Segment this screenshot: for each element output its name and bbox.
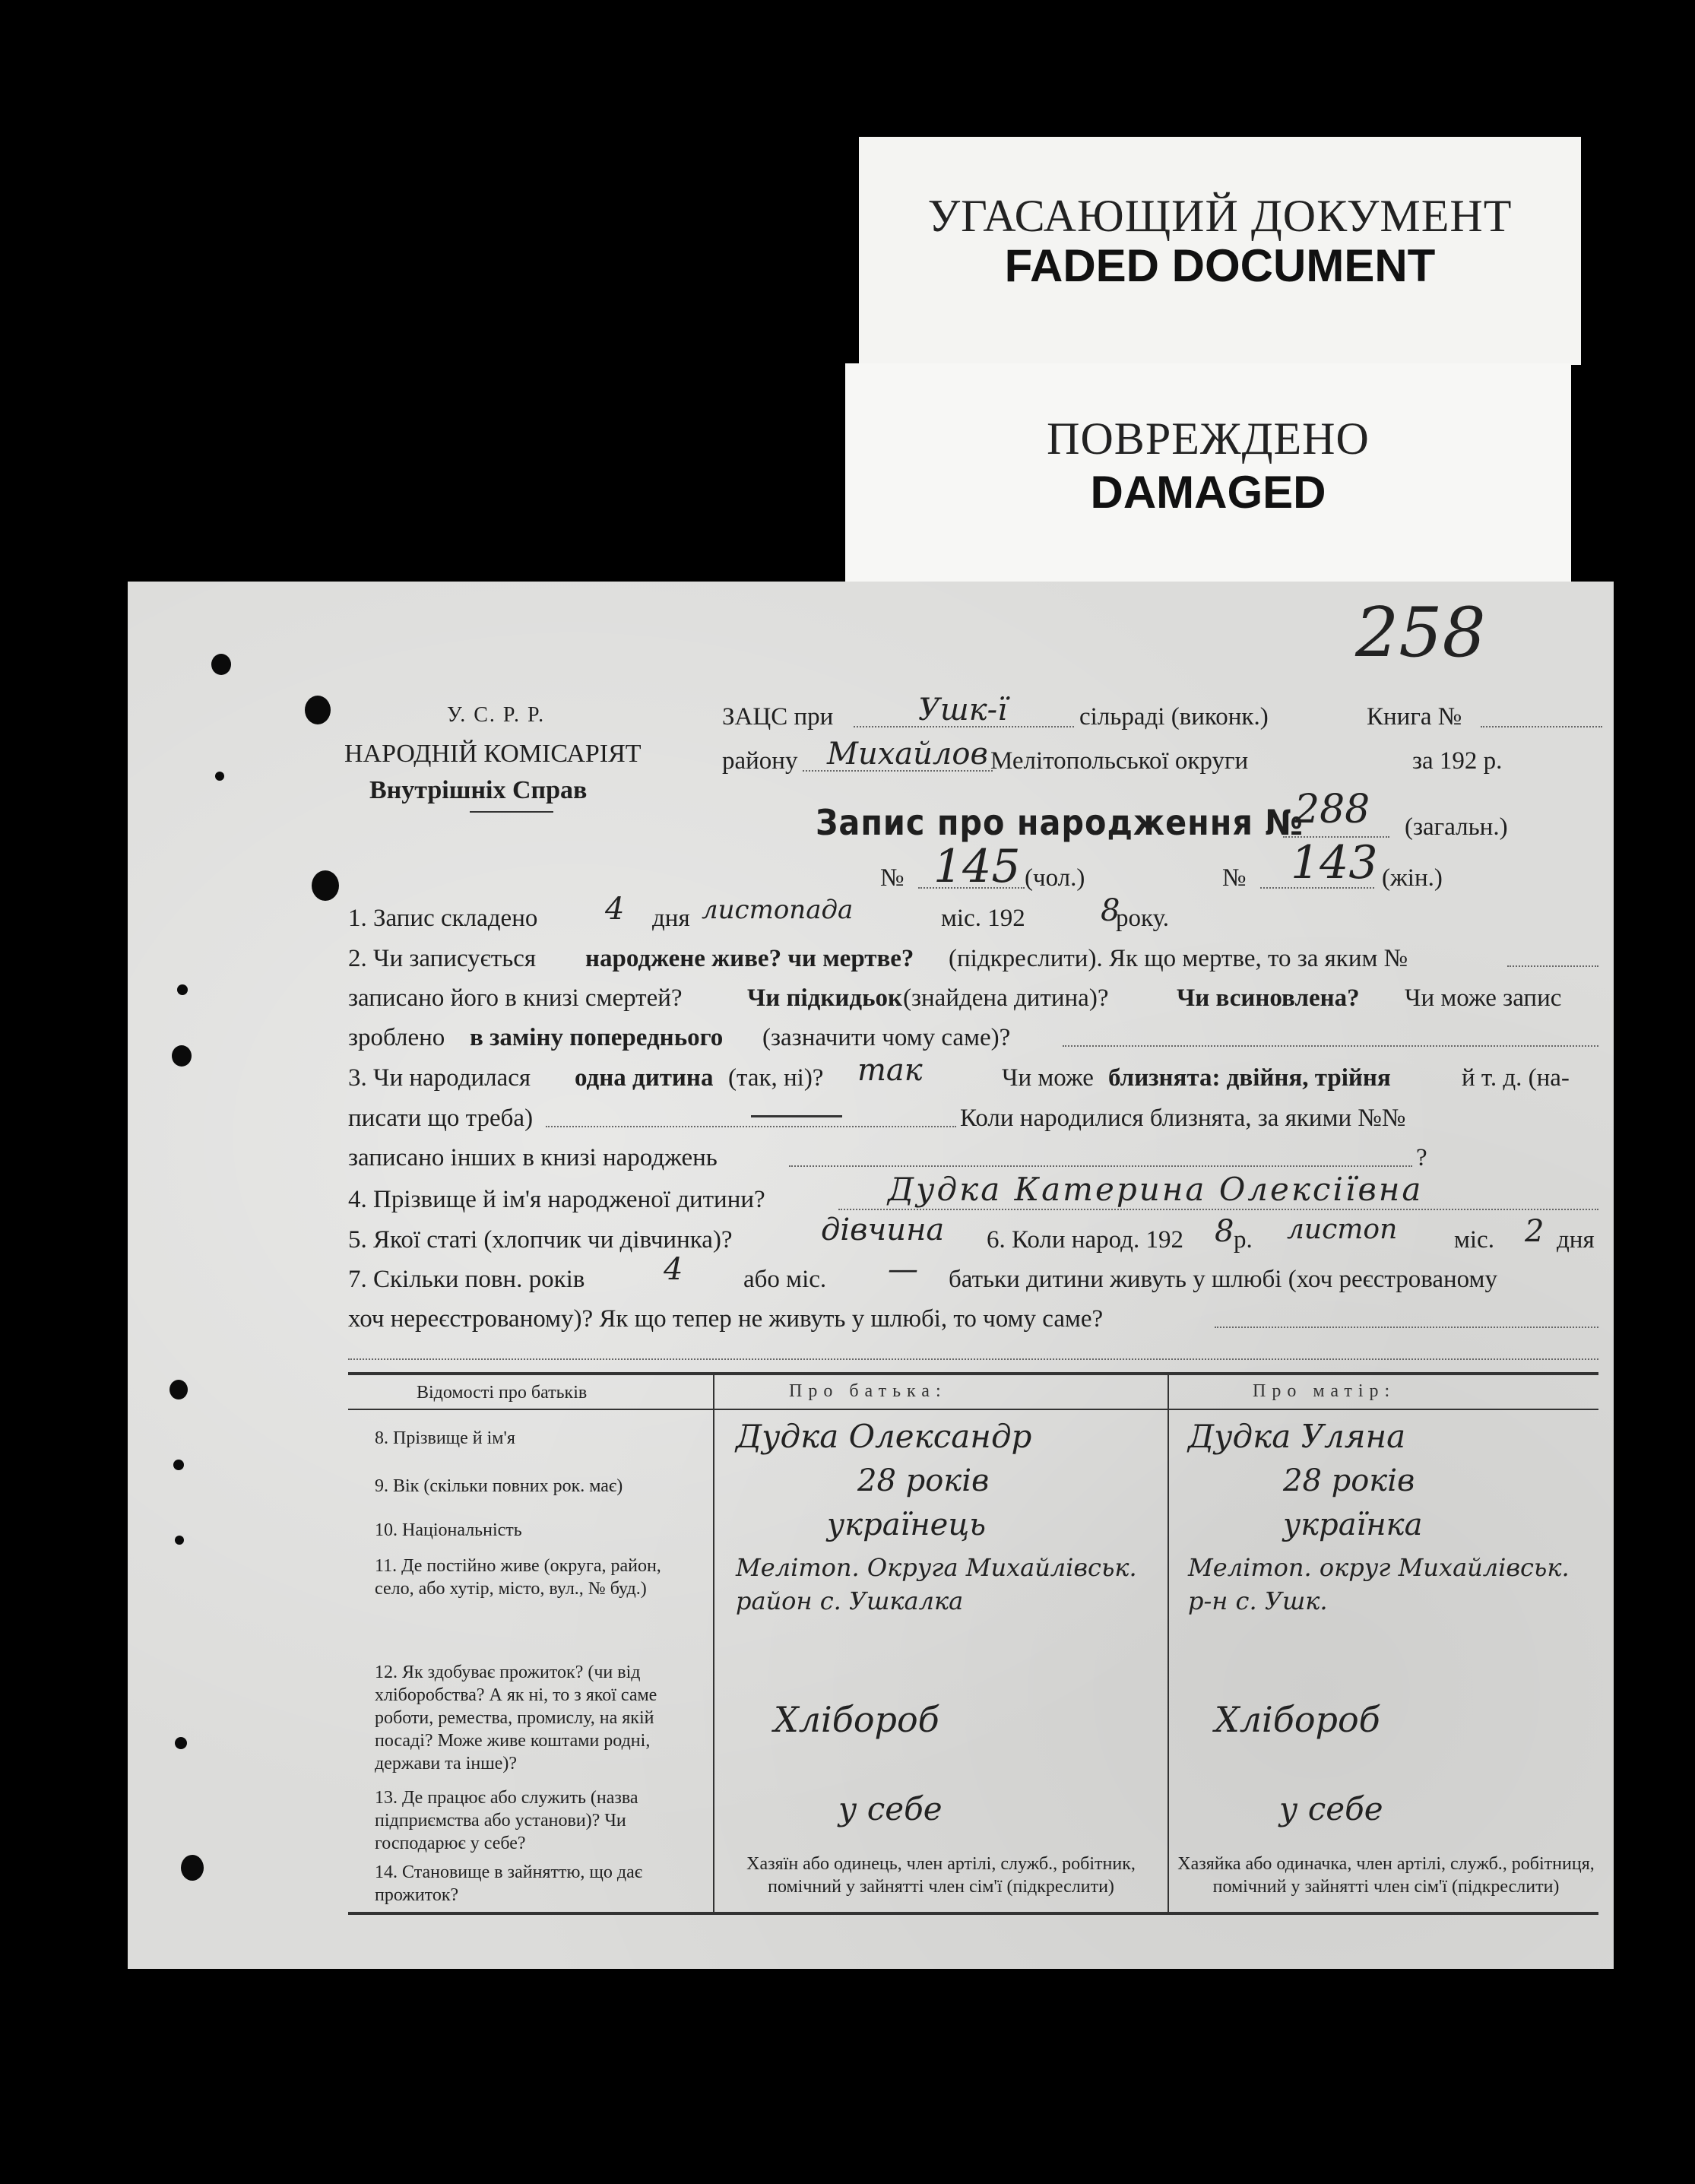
table-row-label: 14. Становище в зайняттю, що дає прожиток? [375, 1862, 643, 1905]
issuer-commissariat: НАРОДНІЙ КОМІСАРІЯТ [344, 740, 642, 768]
mother-nationality-handwritten: українка [1283, 1507, 1423, 1542]
q3-twins-line [546, 1126, 956, 1127]
mother-residence-handwritten: Мелітоп. округ Михайлівськ. р-н с. Ушк. [1188, 1553, 1570, 1615]
table-row-label: 10. Національність [375, 1520, 522, 1540]
record-title: Запис про народження № [816, 802, 1304, 843]
year-label: за 192 р. [1412, 747, 1503, 775]
table-row-label: 12. Як здобуває прожиток? (чи від хліборобства? А як ні, то з якої саме роботи, ремества, промислу, на якій посаді? Може живе коштами родні, держави та інше)? [375, 1663, 657, 1774]
q4-line [838, 1209, 1598, 1210]
punch-hole [173, 1460, 184, 1470]
q2-line2c: (знайдена дитина)? [903, 984, 1109, 1012]
punch-hole [312, 870, 339, 901]
male-number-handwritten: 145 [933, 840, 1021, 893]
q6-year-suffix: р. [1234, 1226, 1253, 1254]
q2-line3b: в заміну попереднього [470, 1024, 724, 1051]
punch-hole [305, 696, 331, 724]
punch-hole [177, 984, 188, 995]
q5-label: 5. Якої статі (хлопчик чи дівчинка)? [348, 1226, 733, 1254]
table-divider-2 [1167, 1372, 1169, 1912]
female-no-label: № [1222, 864, 1247, 892]
father-name-handwritten: Дудка Олександр [736, 1418, 1032, 1455]
q6-day-handwritten: 2 [1525, 1214, 1545, 1249]
q2-reason-line [1063, 1045, 1598, 1047]
table-divider-1 [713, 1372, 714, 1912]
q1-day-label: дня [652, 905, 690, 932]
issuer-republic: У. С. Р. Р. [447, 703, 546, 727]
q1-label: 1. Запис складено [348, 905, 538, 932]
general-label: (загальн.) [1405, 813, 1508, 841]
faded-document-label [859, 137, 1581, 365]
table-row-label: 9. Вік (скільки повних рок. має) [375, 1476, 623, 1496]
q3-other-records-line [789, 1165, 1412, 1167]
faded-label-en: FADED DOCUMENT [1004, 240, 1436, 291]
q3-line1d: Чи може [1002, 1064, 1094, 1092]
q7-months-label: або міс. [743, 1266, 827, 1293]
table-header-rule [348, 1409, 1598, 1410]
q4-label: 4. Прізвище й ім'я народженої дитини? [348, 1186, 765, 1213]
father-residence-handwritten: Мелітоп. Округа Михайлівськ. район с. Ушкалка [736, 1553, 1137, 1615]
male-no-label: № [880, 864, 905, 892]
table-top-rule [348, 1372, 1598, 1375]
q7-reason-line [1215, 1327, 1598, 1328]
q3-dash-mark [751, 1115, 842, 1117]
q1-year-handwritten: 8 [1101, 893, 1120, 928]
mother-livelihood-handwritten: Хлібороб [1215, 1699, 1380, 1740]
q6-label: 6. Коли народ. 192 [987, 1226, 1183, 1254]
q3-line1a: 3. Чи народилася [348, 1064, 531, 1092]
table-header-father: Про батька: [789, 1381, 947, 1401]
okrug-label: Мелітопольської округи [990, 747, 1249, 775]
q5-sex-handwritten: дівчина [821, 1212, 945, 1247]
punch-hole [175, 1536, 184, 1545]
table-row-label: 13. Де працює або служить (назва підприємства або установи)? Чи господарює у себе? [375, 1788, 638, 1853]
q6-year-handwritten: 8 [1215, 1214, 1234, 1249]
q2-line2e: Чи може запис [1405, 984, 1562, 1012]
father-age-handwritten: 28 років [857, 1463, 990, 1498]
male-label: (чол.) [1025, 864, 1085, 892]
table-header-info: Відомості про батьків [417, 1383, 588, 1403]
zags-handwritten: Ушк-ї [918, 693, 1007, 727]
page-number: 258 [1355, 593, 1486, 673]
father-livelihood-handwritten: Хлібороб [774, 1699, 939, 1740]
q3-line1b: одна дитина [575, 1064, 714, 1092]
q7-extra-line [348, 1358, 1598, 1360]
q6-month-handwritten: листоп [1287, 1214, 1398, 1245]
q6-day-label: дня [1557, 1226, 1595, 1254]
issuer-department: Внутрішніх Справ [369, 776, 588, 804]
council-label: сільраді (виконк.) [1079, 703, 1269, 731]
q3-handwritten: так [857, 1053, 923, 1088]
q7-marriage-label: батьки дитини живуть у шлюбі (хоч реєстрованому [949, 1266, 1497, 1293]
female-label: (жін.) [1382, 864, 1443, 892]
punch-hole [170, 1380, 188, 1399]
q7-line2: хоч нереєстрованому)? Як що тепер не живуть у шлюбі, то чому саме? [348, 1305, 1104, 1333]
q3-line1c: (так, ні)? [728, 1064, 824, 1092]
father-occupation-status: Хазяїн або одинець, член артілі, служб., робітник, помічний у зайнятті член сім'ї (підкреслити) [746, 1854, 1136, 1897]
q3-line2a: писати що треба) [348, 1105, 534, 1132]
faded-label-ru: УГАСАЮЩИЙ ДОКУМЕНТ [927, 191, 1513, 241]
mother-age-handwritten: 28 років [1283, 1463, 1415, 1498]
q2-line3c: (зазначити чому саме)? [762, 1024, 1011, 1051]
q1-year-label: року. [1116, 905, 1170, 932]
q7-months-handwritten: — [888, 1252, 918, 1287]
father-workplace-handwritten: у себе [838, 1790, 943, 1827]
punch-hole [172, 1045, 192, 1067]
q4-child-name-handwritten: Дудка Катерина Олексіївна [888, 1171, 1424, 1208]
q2-line1a: 2. Чи записується [348, 945, 537, 972]
q3-line3a: записано інших в книзі народжень [348, 1144, 718, 1171]
table-header-mother: Про матір: [1253, 1381, 1396, 1401]
q2-line2b: Чи підкидьок [747, 984, 903, 1012]
district-handwritten: Михайлов [827, 737, 988, 772]
book-label: Книга № [1367, 703, 1462, 731]
punch-hole [215, 772, 224, 781]
zags-label: ЗАЦС при [722, 703, 834, 731]
q3-line1e: близнята: двійня, трійня [1108, 1064, 1391, 1092]
record-number-handwritten: 288 [1294, 787, 1370, 832]
q2-death-number-line [1507, 965, 1598, 967]
q3-question-mark: ? [1416, 1144, 1427, 1171]
mother-occupation-status: Хазяйка або одиначка, член артілі, служб., робітниця, помічний у зайнятті член сім'ї (підкреслити) [1177, 1854, 1595, 1897]
book-line [1481, 726, 1602, 727]
q1-month-label: міс. 192 [941, 905, 1025, 932]
damaged-label-ru: ПОВРЕЖДЕНО [1047, 414, 1370, 464]
q1-month-handwritten: листопада [702, 895, 854, 925]
q6-month-label: міс. [1454, 1226, 1494, 1254]
table-bottom-rule [348, 1912, 1598, 1915]
female-number-handwritten: 143 [1291, 836, 1378, 889]
q3-line1f: й т. д. (на- [1462, 1064, 1570, 1092]
mother-name-handwritten: Дудка Уляна [1188, 1418, 1406, 1455]
mother-workplace-handwritten: у себе [1279, 1790, 1383, 1827]
issuer-underline [470, 811, 553, 813]
q2-line1b: народжене живе? чи мертве? [585, 945, 914, 972]
q2-line3a: зроблено [348, 1024, 445, 1051]
female-number-line [1260, 887, 1374, 889]
punch-hole [211, 654, 231, 675]
damaged-label-en: DAMAGED [1090, 467, 1326, 518]
q1-day-handwritten: 4 [605, 892, 625, 927]
punch-hole [175, 1737, 187, 1749]
father-nationality-handwritten: українець [827, 1507, 987, 1542]
punch-hole [181, 1855, 204, 1881]
q7-label: 7. Скільки повн. років [348, 1266, 585, 1293]
q7-years-handwritten: 4 [664, 1252, 683, 1287]
table-row-label: 11. Де постійно живе (округа, район, село, або хутір, місто, вул., № буд.) [375, 1556, 661, 1599]
male-number-line [918, 887, 1025, 889]
district-label: району [722, 747, 798, 775]
q2-line1c: (підкреслити). Як що мертве, то за яким № [949, 945, 1408, 972]
damaged-document-label [845, 363, 1571, 584]
q2-line2a: записано його в книзі смертей? [348, 984, 683, 1012]
table-row-label: 8. Прізвище й ім'я [375, 1428, 515, 1448]
q3-line2b: Коли народилися близнята, за якими №№ [960, 1105, 1406, 1132]
birth-record-form [128, 582, 1614, 1969]
q2-line2d: Чи всиновлена? [1177, 984, 1360, 1012]
